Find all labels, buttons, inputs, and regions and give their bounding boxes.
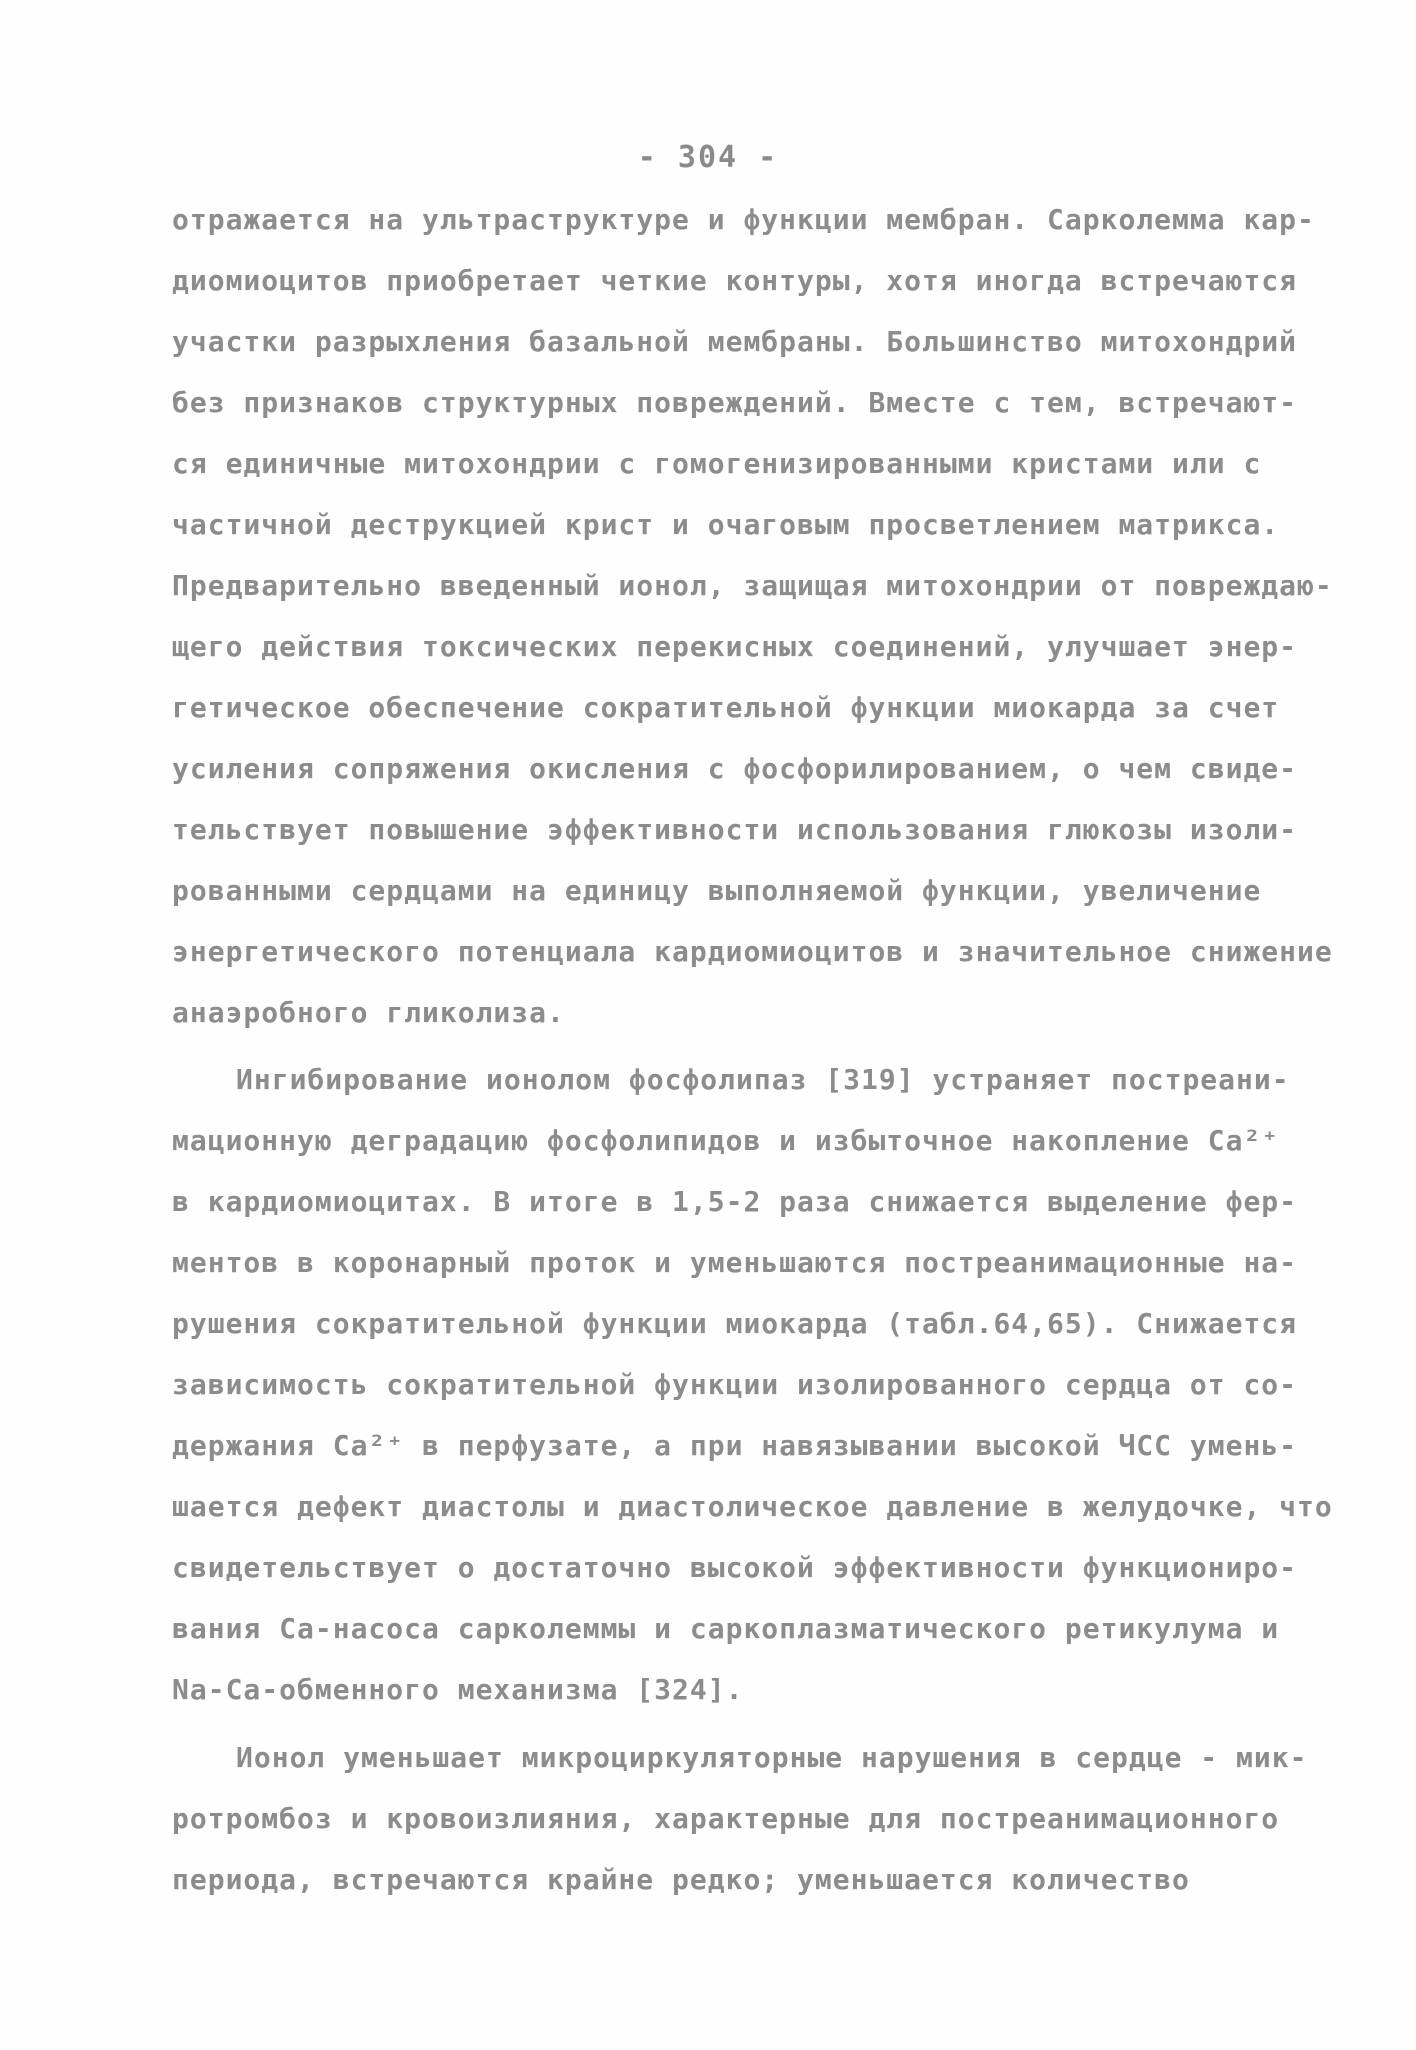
text-line: Na-Ca-обменного механизма [324]. <box>172 1673 744 1706</box>
page-number: - 304 - <box>637 140 779 175</box>
text-line: Предварительно введенный ионол, защищая митохондрии от повреждаю- <box>172 569 1333 602</box>
text-line: энергетического потенциала кардиомиоцитов и значительное снижение <box>172 935 1333 968</box>
text-line: свидетельствует о достаточно высокой эффективности функциониро- <box>172 1551 1298 1584</box>
text-line: диомиоцитов приобретает четкие контуры, хотя иногда встречаются <box>172 264 1298 297</box>
text-line: анаэробного гликолиза. <box>172 996 565 1029</box>
text-line: частичной деструкцией крист и очаговым просветлением матрикса. <box>172 508 1280 541</box>
text-line: щего действия токсических перекисных соединений, улучшает энер- <box>172 630 1298 663</box>
text-line: держания Ca²⁺ в перфузате, а при навязывании высокой ЧСС умень- <box>172 1429 1298 1462</box>
text-line: ротромбоз и кровоизлияния, характерные для постреанимационного <box>172 1802 1280 1835</box>
text-line: мационную деградацию фосфолипидов и избыточное накопление Ca²⁺ <box>172 1124 1280 1157</box>
text-line: без признаков структурных повреждений. Вместе с тем, встречают- <box>172 386 1298 419</box>
text-line: гетическое обеспечение сократительной функции миокарда за счет <box>172 691 1280 724</box>
text-line: рованными сердцами на единицу выполняемой функции, увеличение <box>172 874 1262 907</box>
text-line: вания Ca-насоса сарколеммы и саркоплазматического ретикулума и <box>172 1612 1280 1645</box>
text-line: ментов в коронарный проток и уменьшаются постреанимационные на- <box>172 1246 1298 1279</box>
text-line: усиления сопряжения окисления с фосфорилированием, о чем свиде- <box>172 752 1298 785</box>
text-line: Ионол уменьшает микроциркуляторные нарушения в сердце - мик- <box>236 1741 1308 1774</box>
text-line: участки разрыхления базальной мембраны. Большинство митохондрий <box>172 325 1298 358</box>
text-line: шается дефект диастолы и диастолическое давление в желудочке, что <box>172 1490 1333 1523</box>
text-line: зависимость сократительной функции изолированного сердца от со- <box>172 1368 1298 1401</box>
text-line: тельствует повышение эффективности использования глюкозы изоли- <box>172 813 1298 846</box>
text-line: ся единичные митохондрии с гомогенизированными кристами или с <box>172 447 1262 480</box>
text-line: рушения сократительной функции миокарда (табл.64,65). Снижается <box>172 1307 1298 1340</box>
text-line: Ингибирование ионолом фосфолипаз [319] устраняет постреани- <box>236 1063 1290 1096</box>
text-line: периода, встречаются крайне редко; уменьшается количество <box>172 1863 1190 1896</box>
text-line: отражается на ультраструктуре и функции мембран. Сарколемма кар- <box>172 203 1315 236</box>
text-line: в кардиомиоцитах. В итоге в 1,5-2 раза снижается выделение фер- <box>172 1185 1298 1218</box>
